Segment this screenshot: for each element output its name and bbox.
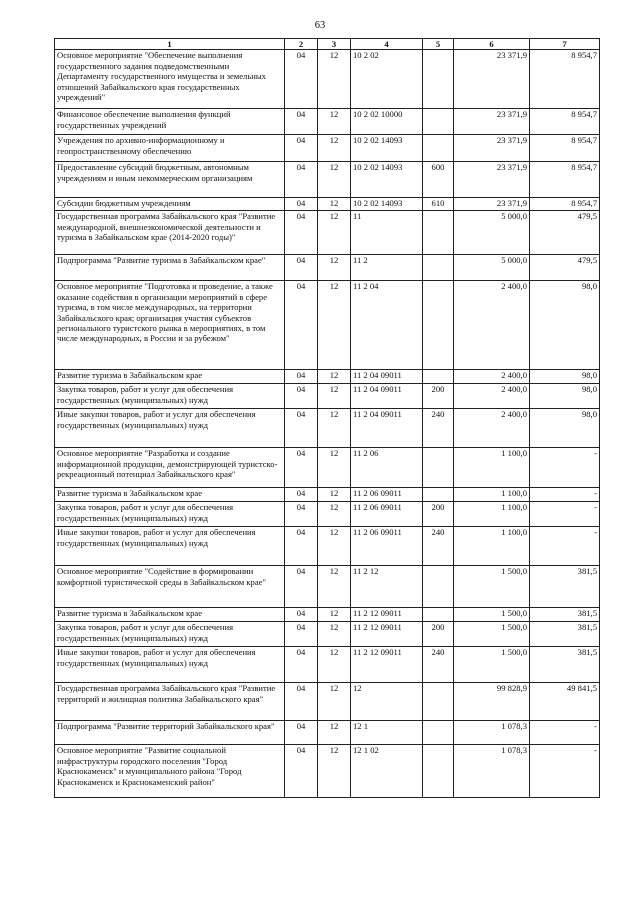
row-amount-6: 23 371,9 [454,135,530,162]
row-code: 11 2 12 [351,566,423,608]
table-row [55,527,600,566]
row-col-3: 12 [318,683,351,721]
row-code: 11 2 12 09011 [351,622,423,647]
row-col-5 [423,281,454,370]
row-col-2: 04 [285,527,318,566]
row-amount-6: 5 000,0 [454,211,530,255]
row-col-5 [423,50,454,109]
row-amount-6: 1 500,0 [454,647,530,683]
row-col-5 [423,745,454,798]
row-amount-6: 1 100,0 [454,488,530,502]
row-col-2: 04 [285,721,318,745]
row-col-2: 04 [285,211,318,255]
row-col-2: 04 [285,50,318,109]
row-name: Субсидии бюджетным учреждениям [55,198,285,211]
row-col-3: 12 [318,721,351,745]
row-col-2: 04 [285,647,318,683]
row-name: Иные закупки товаров, работ и услуг для обеспечения государственных (муниципальных) нужд [55,647,285,683]
row-code: 11 2 04 [351,281,423,370]
row-amount-6: 1 500,0 [454,608,530,622]
row-col-3: 12 [318,384,351,409]
row-col-5 [423,211,454,255]
row-col-3: 12 [318,109,351,135]
col-header-2: 2 [285,39,318,50]
row-col-3: 12 [318,566,351,608]
row-col-5 [423,255,454,281]
row-name: Государственная программа Забайкальского края "Развитие территорий и жилищная политика Забайкальского края" [55,683,285,721]
row-code: 11 2 12 09011 [351,608,423,622]
row-col-3: 12 [318,622,351,647]
row-col-5 [423,683,454,721]
row-col-2: 04 [285,255,318,281]
row-amount-7: 479,5 [530,255,600,281]
row-amount-6: 1 078,3 [454,745,530,798]
row-col-3: 12 [318,370,351,384]
row-amount-6: 1 100,0 [454,502,530,527]
row-code: 10 2 02 14093 [351,198,423,211]
row-amount-7: - [530,745,600,798]
row-code: 11 2 06 09011 [351,488,423,502]
header-row [55,39,600,50]
row-amount-7: 49 841,5 [530,683,600,721]
row-col-3: 12 [318,135,351,162]
row-col-5: 240 [423,647,454,683]
row-col-2: 04 [285,448,318,488]
row-col-5 [423,135,454,162]
row-amount-7: 381,5 [530,647,600,683]
table-row [55,384,600,409]
row-name: Закупка товаров, работ и услуг для обеспечения государственных (муниципальных) нужд [55,502,285,527]
col-header-3: 3 [318,39,351,50]
table-row [55,647,600,683]
row-amount-6: 2 400,0 [454,384,530,409]
row-code: 11 2 06 09011 [351,502,423,527]
row-col-3: 12 [318,488,351,502]
table-row [55,502,600,527]
row-col-5 [423,109,454,135]
row-name: Основное мероприятие "Содействие в формировании комфортной туристической среды в Забайкальском крае" [55,566,285,608]
table-row [55,50,600,109]
row-col-5: 200 [423,622,454,647]
row-amount-6: 23 371,9 [454,198,530,211]
row-col-2: 04 [285,566,318,608]
row-amount-7: - [530,448,600,488]
row-col-5 [423,488,454,502]
row-code: 11 [351,211,423,255]
col-header-1: 1 [55,39,285,50]
table-row [55,721,600,745]
row-col-2: 04 [285,488,318,502]
row-code: 10 2 02 10000 [351,109,423,135]
row-col-3: 12 [318,448,351,488]
row-name: Иные закупки товаров, работ и услуг для обеспечения государственных (муниципальных) нужд [55,409,285,448]
row-col-3: 12 [318,255,351,281]
row-amount-7: 98,0 [530,370,600,384]
row-col-5: 240 [423,409,454,448]
row-col-5 [423,608,454,622]
table-body [55,50,600,798]
row-name: Подпрограмма "Развитие туризма в Забайкальском крае" [55,255,285,281]
row-amount-7: 381,5 [530,608,600,622]
row-name: Учреждения по архивно-информационному и геопространственному обеспечению [55,135,285,162]
row-amount-6: 1 078,3 [454,721,530,745]
row-col-2: 04 [285,281,318,370]
table-row [55,198,600,211]
row-code: 11 2 04 09011 [351,384,423,409]
row-col-2: 04 [285,162,318,198]
row-col-3: 12 [318,647,351,683]
table-row [55,162,600,198]
row-code: 12 1 [351,721,423,745]
table-row [55,448,600,488]
row-code: 11 2 04 09011 [351,370,423,384]
row-name: Развитие туризма в Забайкальском крае [55,608,285,622]
row-amount-7: 381,5 [530,566,600,608]
row-col-5 [423,721,454,745]
row-name: Основное мероприятие "Разработка и создание информационной продукции, демонстрирующей туристско-рекреационный потенциал Забайкальского края" [55,448,285,488]
row-amount-7: - [530,502,600,527]
row-amount-7: 8 954,7 [530,198,600,211]
row-amount-6: 1 100,0 [454,448,530,488]
row-name: Основное мероприятие "Подготовка и проведение, а также оказание содействия в организации мероприятий в сфере туризма, в том числе международных, на территории Забайкальского края; организация участия субъектов регионального туристского рынка в мероприятиях, в том числе международных, в России и за рубежом" [55,281,285,370]
row-col-5 [423,448,454,488]
row-col-5: 200 [423,384,454,409]
row-code: 11 2 06 [351,448,423,488]
table-row [55,281,600,370]
row-col-2: 04 [285,608,318,622]
table-row [55,370,600,384]
row-code: 11 2 06 09011 [351,527,423,566]
row-col-5: 240 [423,527,454,566]
row-name: Закупка товаров, работ и услуг для обеспечения государственных (муниципальных) нужд [55,622,285,647]
row-col-2: 04 [285,502,318,527]
row-name: Основное мероприятие "Развитие социальной инфраструктуры городского поселения "Город Краснокаменск" и муниципального района "Город Краснокаменск и Краснокаменский район" [55,745,285,798]
budget-table [54,38,600,798]
row-name: Закупка товаров, работ и услуг для обеспечения государственных (муниципальных) нужд [55,384,285,409]
row-col-3: 12 [318,409,351,448]
col-header-5: 5 [423,39,454,50]
row-amount-6: 23 371,9 [454,50,530,109]
row-name: Предоставление субсидий бюджетным, автономным учреждениям и иным некоммерческим организациям [55,162,285,198]
row-amount-7: 98,0 [530,409,600,448]
row-amount-7: 98,0 [530,384,600,409]
row-name: Государственная программа Забайкальского края "Развитие международной, внешнеэкономической деятельности и туризма в Забайкальском крае (2014-2020 годы)" [55,211,285,255]
table-row [55,488,600,502]
row-col-3: 12 [318,608,351,622]
row-amount-7: 98,0 [530,281,600,370]
row-col-3: 12 [318,502,351,527]
row-col-2: 04 [285,384,318,409]
row-name: Иные закупки товаров, работ и услуг для обеспечения государственных (муниципальных) нужд [55,527,285,566]
row-col-5: 600 [423,162,454,198]
row-code: 11 2 12 09011 [351,647,423,683]
row-col-2: 04 [285,622,318,647]
row-amount-7: 381,5 [530,622,600,647]
row-name: Развитие туризма в Забайкальском крае [55,370,285,384]
row-amount-7: - [530,527,600,566]
row-amount-6: 23 371,9 [454,162,530,198]
row-amount-6: 2 400,0 [454,281,530,370]
col-header-7: 7 [530,39,600,50]
row-amount-7: 8 954,7 [530,162,600,198]
table-row [55,608,600,622]
table-row [55,566,600,608]
row-col-2: 04 [285,135,318,162]
row-amount-7: 8 954,7 [530,50,600,109]
row-col-3: 12 [318,527,351,566]
row-col-2: 04 [285,370,318,384]
row-col-5 [423,566,454,608]
row-code: 10 2 02 14093 [351,135,423,162]
table-row [55,135,600,162]
row-name: Основное мероприятие "Обеспечение выполнения государственного задания подведомственными Департаменту государственного имущества и земельных отношений Забайкальского края государственных учреждений" [55,50,285,109]
row-col-2: 04 [285,109,318,135]
row-code: 11 2 04 09011 [351,409,423,448]
row-col-3: 12 [318,745,351,798]
row-col-3: 12 [318,281,351,370]
page-number: 63 [314,20,326,31]
row-amount-6: 2 400,0 [454,370,530,384]
table-row [55,255,600,281]
row-amount-6: 1 500,0 [454,566,530,608]
row-code: 10 2 02 14093 [351,162,423,198]
row-col-3: 12 [318,211,351,255]
row-col-2: 04 [285,745,318,798]
row-code: 11 2 [351,255,423,281]
row-col-3: 12 [318,162,351,198]
row-col-3: 12 [318,198,351,211]
table-row [55,683,600,721]
row-name: Развитие туризма в Забайкальском крае [55,488,285,502]
row-amount-7: - [530,721,600,745]
row-amount-7: - [530,488,600,502]
table-row [55,109,600,135]
row-code: 10 2 02 [351,50,423,109]
row-col-5: 610 [423,198,454,211]
row-col-3: 12 [318,50,351,109]
row-amount-6: 5 000,0 [454,255,530,281]
row-amount-7: 8 954,7 [530,109,600,135]
row-amount-6: 99 828,9 [454,683,530,721]
col-header-6: 6 [454,39,530,50]
row-col-2: 04 [285,198,318,211]
table-row [55,409,600,448]
table-row [55,745,600,798]
row-col-2: 04 [285,683,318,721]
row-amount-6: 1 500,0 [454,622,530,647]
row-amount-6: 23 371,9 [454,109,530,135]
row-col-5 [423,370,454,384]
table-row [55,211,600,255]
row-amount-7: 479,5 [530,211,600,255]
row-name: Подпрограмма "Развитие территорий Забайкальского края" [55,721,285,745]
row-name: Финансовое обеспечение выполнения функций государственных учреждений [55,109,285,135]
row-col-2: 04 [285,409,318,448]
row-code: 12 1 02 [351,745,423,798]
col-header-4: 4 [351,39,423,50]
row-amount-6: 2 400,0 [454,409,530,448]
row-amount-7: 8 954,7 [530,135,600,162]
table-row [55,622,600,647]
row-col-5: 200 [423,502,454,527]
row-amount-6: 1 100,0 [454,527,530,566]
row-code: 12 [351,683,423,721]
